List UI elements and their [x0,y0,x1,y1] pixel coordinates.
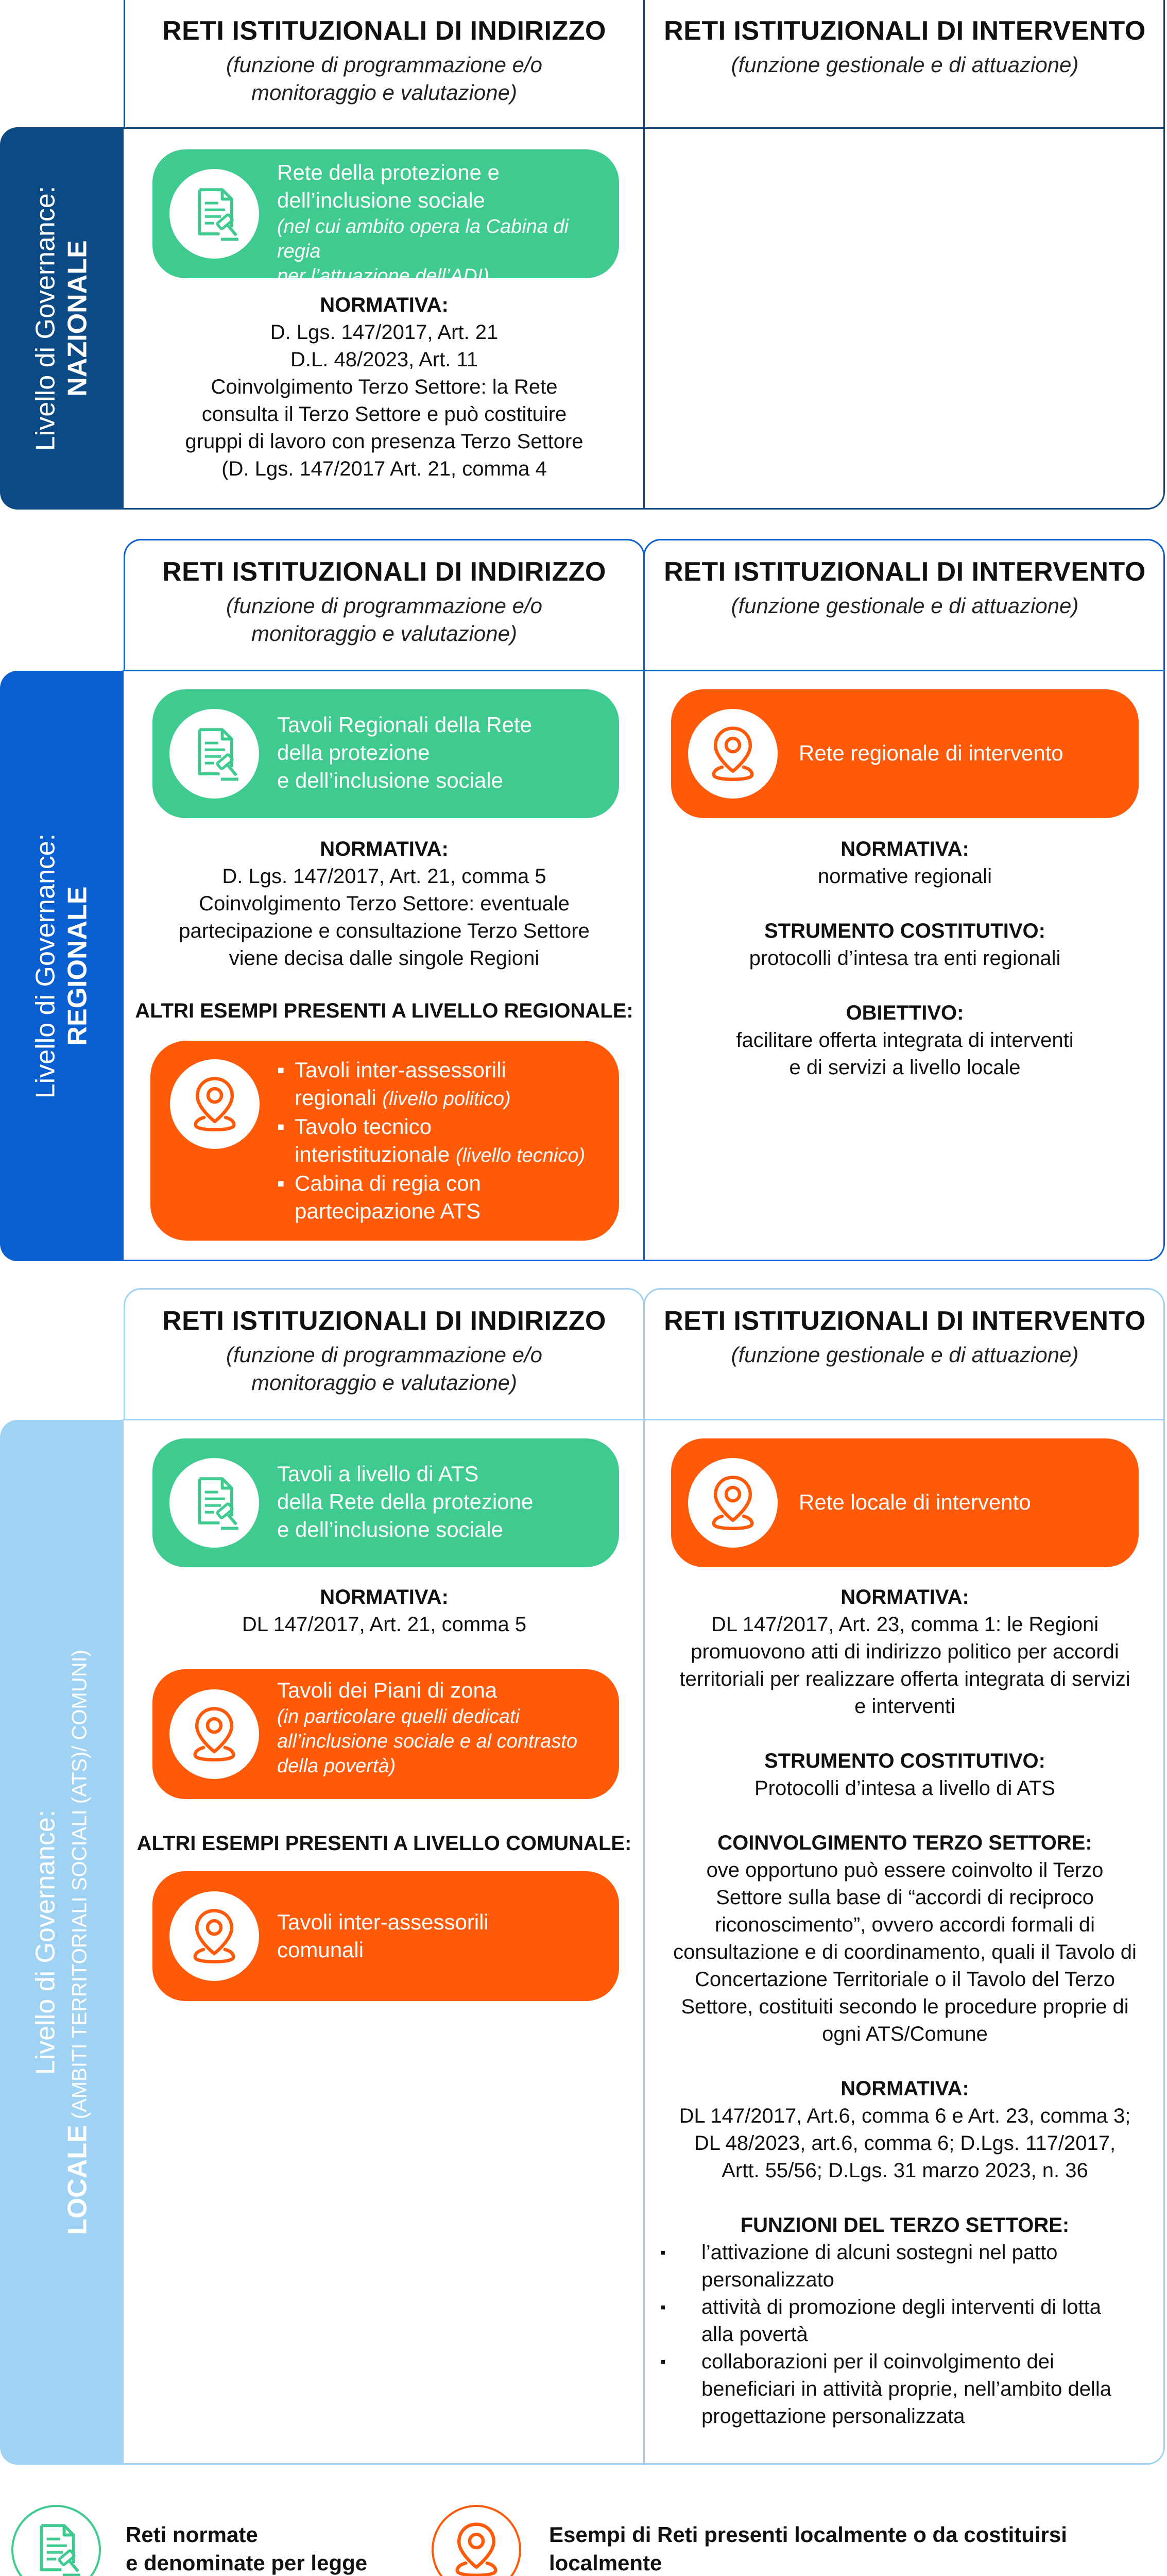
locale-tavoli-ats-pill [152,1438,619,1567]
law-document-icon [169,169,259,259]
location-pin-icon-svg [181,1701,248,1768]
locale-rete-intervento-label: Rete locale di intervento [799,1490,1031,1514]
regionale-left-normativa-line: D. Lgs. 147/2017, Art. 21, comma 5 [222,865,546,888]
location-pin-icon-svg [181,1903,248,1970]
nazionale-left-title: RETI ISTITUZIONALI DI INDIRIZZO [162,16,606,46]
locale-tavoli-ats-pill-text [277,1460,607,1544]
regionale-pill-line2: della protezione [277,740,430,765]
regionale-tavoli-pill [152,689,619,818]
locale-comunali-line2: comunali [277,1938,364,1962]
locale-right-funzioni-list [660,2239,1155,2430]
regionale-band-label [30,834,94,1099]
regionale-band-line2: REGIONALE [63,886,93,1046]
regionale-altri-pill [150,1041,619,1241]
regionale-right-normativa-label: NORMATIVA: [840,838,969,860]
locale-altri-esempi-label: ALTRI ESEMPI PRESENTI A LIVELLO COMUNALE: [136,1832,632,1855]
regionale-rete-intervento-pill [671,689,1139,818]
nazionale-band [0,127,124,510]
locale-piani-note: (in particolare quelli dedicati [277,1706,520,1727]
locale-right-title: RETI ISTITUZIONALI DI INTERVENTO [664,1306,1146,1336]
nazionale-normativa-label: NORMATIVA: [320,294,449,316]
regionale-right-normativa-value: normative regionali [818,865,992,888]
locale-funzione-item: ▪ collaborazioni per il coinvolgimento dei beneficiari in attività proprie, nell’ambito della progettazione personalizzata [660,2348,1155,2430]
regionale-altri-list [277,1056,612,1225]
locale-left-normativa [125,1584,643,1638]
locale-comunali-line1: Tavoli inter-assessorili [277,1910,489,1934]
regionale-right-obiettivo-line: facilitare offerta integrata di interventi [736,1029,1074,1052]
nazionale-pill-note1: (nel cui ambito opera la Cabina di regia [277,216,569,262]
regionale-left-subtitle-1: (funzione di programmazione e/o [226,594,542,618]
legend-orange-text [549,2520,1162,2576]
location-pin-icon-svg [699,1469,766,1536]
nazionale-pill-note2: per l’attuazione dell’ADI) [277,265,489,287]
regionale-band [0,671,124,1261]
locale-pill-line2: della Rete della protezione [277,1489,534,1514]
legend-law-document-icon [11,2505,101,2576]
nazionale-pill-line1: Rete della protezione e [277,160,500,184]
regionale-tavoli-pill-text [277,711,607,794]
locale-right-funzioni-label: FUNZIONI DEL TERZO SETTORE: [740,2214,1070,2236]
regionale-altri-item: ▪ Tavoli inter-assessorili regionali (livello politico) [277,1056,612,1113]
legend-law-document-icon-svg [23,2516,90,2576]
locale-right-coinvolgimento-line: consultazione e di coordinamento, quali il Tavolo di [673,1941,1137,1963]
legend-location-pin-icon [432,2505,521,2576]
locale-right-coinvolgimento-line: riconoscimento”, ovvero accordi formali di [714,1913,1095,1936]
legend-location-pin-icon-svg [443,2516,510,2576]
law-document-icon [169,1458,259,1548]
locale-piani-title: Tavoli dei Piani di zona [277,1678,497,1702]
regionale-altri-item: ▪ Cabina di regia con partecipazione ATS [277,1170,612,1225]
regionale-band-line1: Livello di Governance: [30,833,61,1099]
locale-band-label [30,1650,94,2235]
regionale-left-normativa-line: viene decisa dalle singole Regioni [229,947,540,970]
locale-piani-zona-pill [152,1669,619,1799]
nazionale-normativa [125,292,643,483]
law-document-icon [169,709,259,799]
locale-pill-line3: e dell’inclusione sociale [277,1517,503,1541]
locale-piani-note: della povertà) [277,1755,396,1777]
locale-band-line2-bold: LOCALE [63,2125,93,2235]
nazionale-normativa-line: consulta il Terzo Settore e può costituire [201,403,567,426]
locale-band-line1: Livello di Governance: [30,1809,61,2075]
locale-band-line2-rest: (AMBITI TERRITORIALI SOCIALI (ATS)/ COMUNI) [68,1649,91,2125]
regionale-left-subtitle-2: monitoraggio e valutazione) [251,621,517,646]
locale-right-coinvolgimento-line: ogni ATS/Comune [822,2023,988,2045]
regionale-altri-esempi-label: ALTRI ESEMPI PRESENTI A LIVELLO REGIONALE: [135,999,633,1022]
nazionale-rete-pill [152,149,619,287]
nazionale-right-subtitle: (funzione gestionale e di attuazione) [731,53,1079,77]
regionale-right-details [645,836,1165,1081]
regionale-right-obiettivo-line: e di servizi a livello locale [789,1056,1021,1079]
locale-left-title: RETI ISTITUZIONALI DI INDIRIZZO [162,1306,606,1336]
nazionale-normativa-line: D.L. 48/2023, Art. 11 [290,348,478,371]
nazionale-right-title: RETI ISTITUZIONALI DI INTERVENTO [664,16,1146,46]
nazionale-rete-pill-text [277,159,607,289]
nazionale-normativa-line: (D. Lgs. 147/2017 Art. 21, comma 4 [221,457,547,480]
locale-right-normativa-line: DL 147/2017, Art. 23, comma 1: le Regioni [711,1613,1099,1636]
locale-right-strumento-label: STRUMENTO COSTITUTIVO: [764,1750,1045,1772]
regionale-right-title: RETI ISTITUZIONALI DI INTERVENTO [664,557,1146,587]
regionale-altri-item: ▪ Tavolo tecnico interistituzionale (livello tecnico) [277,1113,612,1170]
regionale-right-subtitle: (funzione gestionale e di attuazione) [731,594,1079,618]
law-document-icon-svg [181,720,248,787]
locale-right-normativa-line: e interventi [854,1695,955,1718]
nazionale-body-divider [643,127,645,509]
regionale-pill-line1: Tavoli Regionali della Rete [277,713,532,737]
locale-comunali-pill [152,1871,619,2001]
regionale-rete-intervento-label: Rete regionale di intervento [799,741,1063,765]
location-pin-icon [169,1891,259,1981]
legend-orange-line1: Esempi di Reti presenti localmente o da costituirsi localmente [549,2522,1067,2575]
location-pin-icon [688,709,778,799]
nazionale-band-line1: Livello di Governance: [30,185,61,451]
regionale-left-normativa-label: NORMATIVA: [320,838,449,860]
locale-right-strumento-value: Protocolli d’intesa a livello di ATS [754,1777,1055,1800]
nazionale-left-subtitle-1: (funzione di programmazione e/o [226,53,542,77]
locale-funzione-item: ▪ l’attivazione di alcuni sostegni nel patto personalizzato [660,2239,1155,2294]
location-pin-icon-svg [181,1071,248,1138]
locale-left-normativa-label: NORMATIVA: [320,1586,449,1608]
regionale-left-normativa-line: partecipazione e consultazione Terzo Settore [179,920,590,942]
locale-right-coinvolgimento-line: Settore, costituiti secondo le procedure proprie di [681,1995,1129,2018]
nazionale-band-label [30,186,94,451]
locale-rete-intervento-pill [671,1438,1139,1567]
locale-right-normativa-label: NORMATIVA: [840,1586,969,1608]
locale-right-normativa-line: territoriali per realizzare offerta integrata di servizi [679,1668,1130,1690]
locale-left-normativa-value: DL 147/2017, Art. 21, comma 5 [242,1613,527,1636]
regionale-pill-line3: e dell’inclusione sociale [277,768,503,792]
nazionale-band-line2: NAZIONALE [63,240,93,397]
locale-right-subtitle: (funzione gestionale e di attuazione) [731,1343,1079,1367]
locale-band [0,1420,124,2465]
nazionale-pill-line2: dell’inclusione sociale [277,188,485,212]
locale-left-subtitle-2: monitoraggio e valutazione) [251,1370,517,1395]
locale-left-subtitle-1: (funzione di programmazione e/o [226,1343,542,1367]
regionale-left-title: RETI ISTITUZIONALI DI INDIRIZZO [162,557,606,587]
location-pin-icon [688,1458,778,1548]
nazionale-normativa-line: Coinvolgimento Terzo Settore: la Rete [211,376,558,398]
locale-right-coinvolgimento-line: Concertazione Territoriale o il Tavolo del Terzo [695,1968,1115,1991]
regionale-left-normativa [125,836,643,972]
locale-comunali-text [277,1908,607,1964]
locale-right-coinvolgimento-line: ove opportuno può essere coinvolto il Terzo [706,1859,1104,1882]
legend-green-text [126,2520,414,2576]
regionale-left-normativa-line: Coinvolgimento Terzo Settore: eventuale [199,892,570,915]
law-document-icon-svg [181,180,248,247]
legend-green-line1: Reti normate [126,2522,258,2547]
locale-right-normativa2-line: DL 147/2017, Art.6, comma 6 e Art. 23, comma 3; [679,2105,1131,2127]
regionale-right-strumento-value: protocolli d’intesa tra enti regionali [749,947,1061,970]
locale-right-coinvolgimento-label: COINVOLGIMENTO TERZO SETTORE: [717,1832,1092,1854]
locale-funzione-item: ▪ attività di promozione degli interventi di lotta alla povertà [660,2294,1155,2348]
regionale-right-obiettivo-label: OBIETTIVO: [846,1002,964,1024]
locale-pill-line1: Tavoli a livello di ATS [277,1462,479,1486]
location-pin-icon-svg [699,720,766,787]
locale-right-normativa2-line: Artt. 55/56; D.Lgs. 31 marzo 2023, n. 36 [722,2159,1088,2182]
location-pin-icon [169,1689,259,1779]
location-pin-icon [170,1059,260,1149]
locale-piani-note: all’inclusione sociale e al contrasto [277,1731,577,1752]
regionale-right-strumento-label: STRUMENTO COSTITUTIVO: [764,920,1045,942]
locale-piani-zona-text [277,1676,607,1778]
legend-green-line2: e denominate per legge [126,2551,368,2575]
locale-right-coinvolgimento-line: Settore sulla base di “accordi di reciproco [716,1886,1094,1909]
locale-right-details [645,1584,1165,2239]
nazionale-left-subtitle-2: monitoraggio e valutazione) [251,80,517,105]
locale-right-normativa2-label: NORMATIVA: [840,2077,969,2100]
locale-right-normativa2-line: DL 48/2023, art.6, comma 6; D.Lgs. 117/2017, [694,2132,1116,2155]
nazionale-normativa-line: gruppi di lavoro con presenza Terzo Settore [185,430,584,453]
locale-right-normativa-line: promuovono atti di indirizzo politico per accordi [691,1640,1119,1663]
law-document-icon-svg [181,1469,248,1536]
nazionale-normativa-line: D. Lgs. 147/2017, Art. 21 [270,321,499,344]
